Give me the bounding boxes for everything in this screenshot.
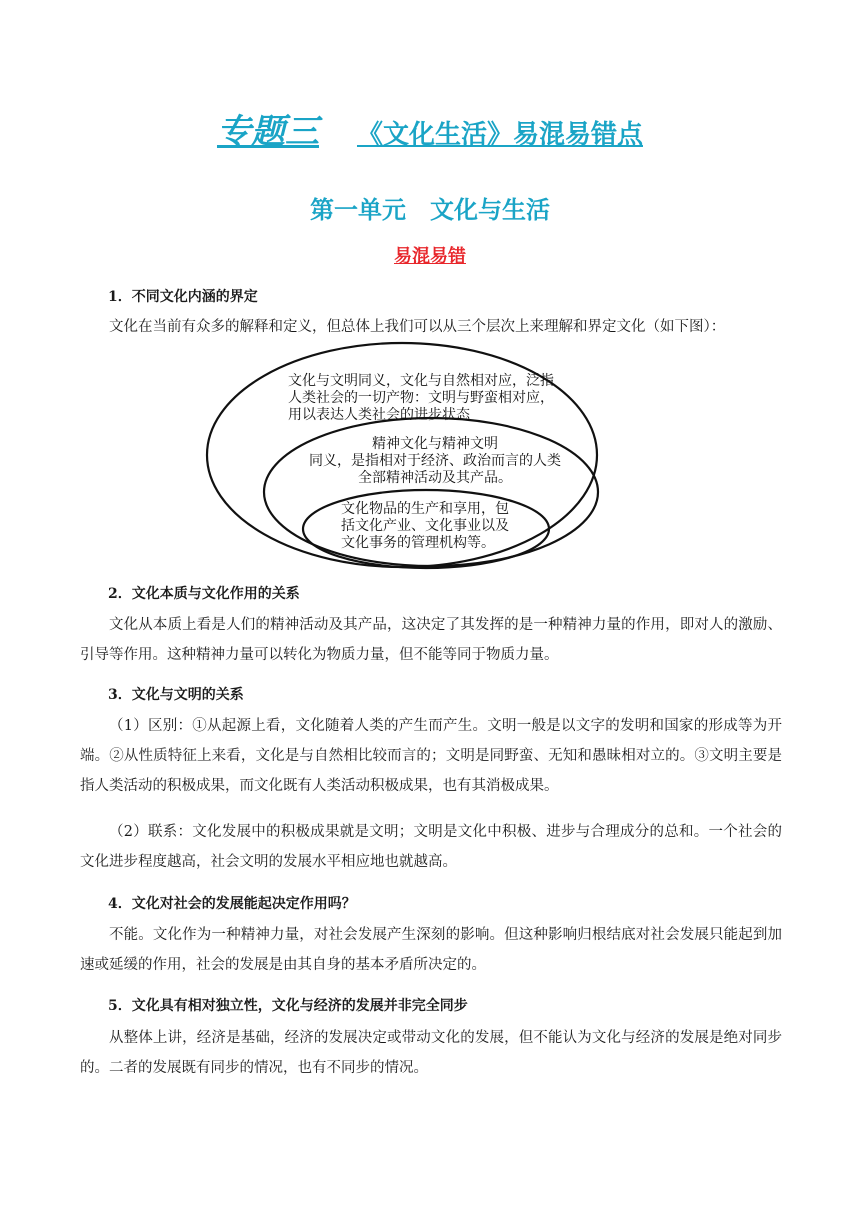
paragraph: （2）联系：文化发展中的积极成果就是文明；文明是文化中积极、进步与合理成分的总和。一个社会的文化进步程度越高，社会文明的发展水平相应地也就越高。 <box>80 824 782 870</box>
middle-text-line: 精神文化与精神文明 <box>372 436 498 452</box>
inner-text-line: 文化物品的生产和享用，包 <box>341 501 509 517</box>
outer-text-line: 人类社会的一切产物：文明与野蛮相对应， <box>288 390 554 406</box>
section-heading: 1．不同文化内涵的界定 <box>108 289 258 305</box>
paragraph: 文化从本质上看是人们的精神活动及其产品，这决定了其发挥的是一种精神力量的作用，即对人的激励、引导等作用。这种精神力量可以转化为物质力量，但不能等同于物质力量。 <box>80 617 782 663</box>
outer-text-line: 文化与文明同义，文化与自然相对应，泛指 <box>288 373 554 389</box>
inner-text-line: 括文化产业、文化事业以及 <box>341 518 509 534</box>
section-heading: 4．文化对社会的发展能起决定作用吗？ <box>108 896 356 912</box>
outer-text <box>288 373 554 424</box>
middle-text-line: 全部精神活动及其产品。 <box>358 470 512 486</box>
middle-text-line: 同义，是指相对于经济、政治而言的人类 <box>309 453 561 469</box>
unit-title: 第一单元 文化与生活 <box>310 196 550 224</box>
section-heading: 3．文化与文明的关系 <box>108 687 244 703</box>
paragraph: （1）区别：①从起源上看，文化随着人类的产生而产生。文明一般是以文字的发明和国家的形成等为开端。②从性质特征上来看，文化是与自然相比较而言的；文明是同野蛮、无知和愚昧相对立的。③文明主要是指人类活动的积极成果，而文化既有人类活动积极成果，也有其消极成果。 <box>80 718 782 794</box>
paragraph: 从整体上讲，经济是基础，经济的发展决定或带动文化的发展，但不能认为文化与经济的发展是绝对同步的。二者的发展既有同步的情况，也有不同步的情况。 <box>80 1030 782 1076</box>
paragraph: 不能。文化作为一种精神力量，对社会发展产生深刻的影响。但这种影响归根结底对社会发展只能起到加速或延缓的作用，社会的发展是由其自身的基本矛盾所决定的。 <box>80 927 782 973</box>
outer-text-line: 用以表达人类社会的进步状态 <box>288 407 470 423</box>
page-title <box>0 104 860 153</box>
inner-text <box>341 501 509 552</box>
section-label: 易混易错 <box>394 246 466 267</box>
section-heading: 5．文化具有相对独立性，文化与经济的发展并非完全同步 <box>108 998 468 1014</box>
paragraph: 文化在当前有众多的解释和定义，但总体上我们可以从三个层次上来理解和界定文化（如下图）： <box>109 319 726 335</box>
title-topic: 专题三 <box>216 112 319 152</box>
title-subject: 《文化生活》易混易错点 <box>356 120 643 150</box>
culture-levels-diagram <box>204 340 604 570</box>
section-heading: 2．文化本质与文化作用的关系 <box>108 586 300 602</box>
middle-text <box>304 436 566 487</box>
inner-text-line: 文化事务的管理机构等。 <box>341 535 495 551</box>
